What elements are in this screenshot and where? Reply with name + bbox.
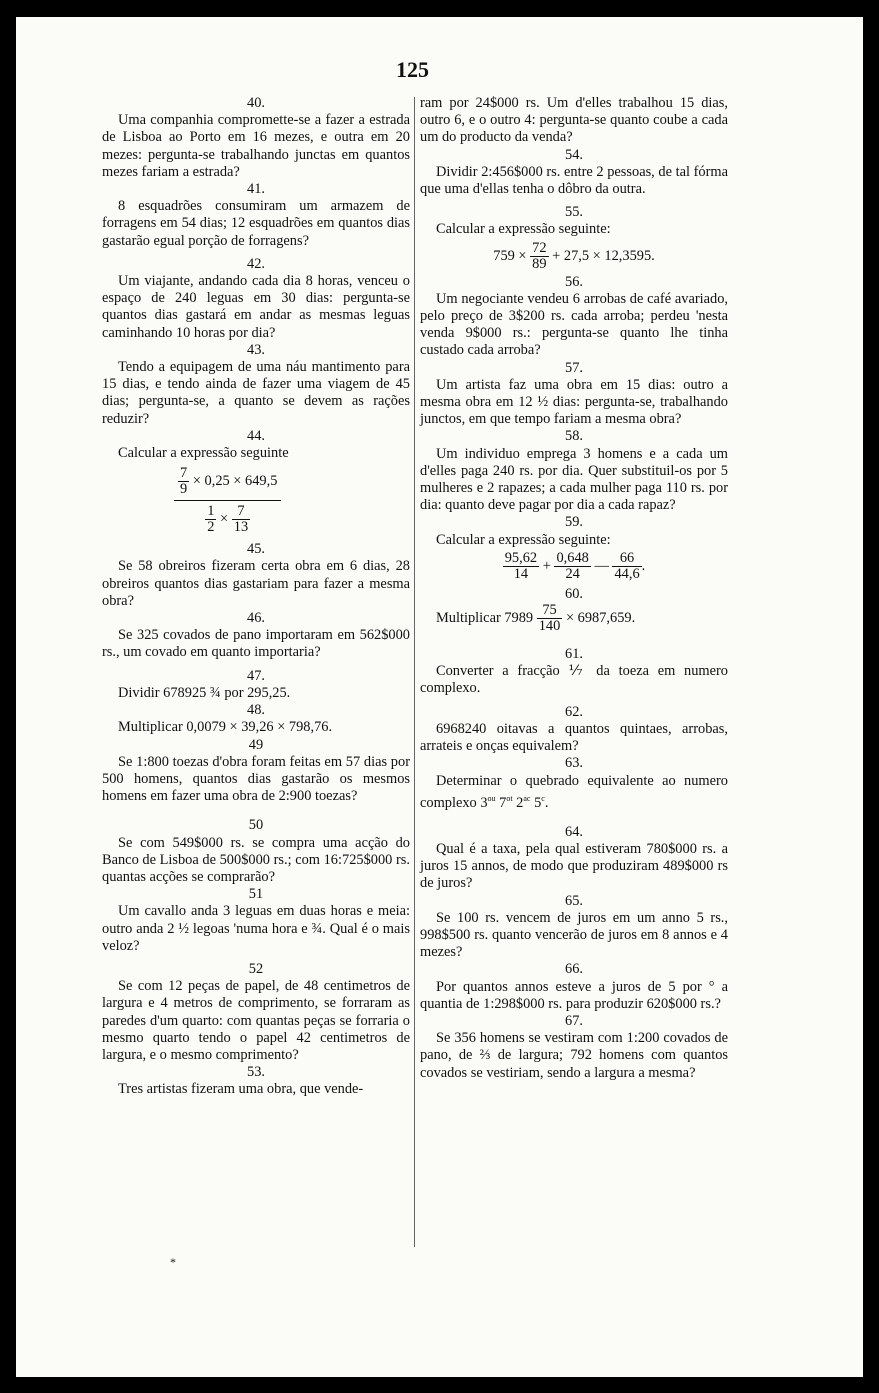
problem-number: 64.: [565, 823, 583, 840]
expression: 759 × $\frac{72}{89}$ + 27,5 × 12,3595.: [493, 239, 655, 272]
problem-text: Um viajante, andando cada dia 8 horas, venceu o espaço de 240 leguas em 30 dias: pergunta-se quantos dias gastará em andar as mesmas leguas caminhando 10 horas por dia?: [102, 273, 410, 341]
problem-text: Um individuo emprega 3 homens e a cada um d'elles paga 240 rs. por dia. Quer substituil-os por 5 mulheres e 2 rapazes; a cada mulher paga 110 rs. por dia: quanto deve pagar por dia a cada rapaz?: [420, 445, 728, 514]
problem-text: Determinar o quebrado equivalente ao numero complexo $3^{ou}$ $7^{ot}$ $2^{ac}$ 5$^c$.: [420, 772, 728, 811]
problem-text: Multiplicar 0,0079 × 39,26 × 798,76.: [118, 719, 333, 736]
problem-number: 55.: [565, 204, 583, 221]
problem-number: 65.: [565, 892, 583, 909]
problem-text: 8 esquadrões consumiram um armazem de forragens em 54 dias; 12 esquadrões em quantos dias gastarão egual porção de forragens?: [102, 198, 410, 249]
problem-text: Calcular a expressão seguinte:: [436, 531, 611, 548]
problem-text: Se 58 obreiros fizeram certa obra em 6 dias, 28 obreiros quantos dias gastariam para fazer a mesma obra?: [102, 558, 410, 609]
problem-text: Se com 12 peças de papel, de 48 centimetros de largura e 4 metros de comprimento, se forraram as paredes d'um quarto: com quantas peças se forraria o mesmo quarto tendo o papel 42 centimetros de largura, e o mesmo comprimento?: [102, 978, 410, 1063]
problem-number: 41.: [247, 181, 265, 198]
problem-number: 48.: [247, 702, 265, 719]
problem-number: 61.: [565, 646, 583, 663]
problem-number: 57.: [565, 359, 583, 376]
problem-text: Converter a fracção ⅐ da toeza em numero complexo.: [420, 663, 728, 697]
problem-number: 49: [248, 736, 264, 753]
problem-text: Um negociante vendeu 6 arrobas de café avariado, pelo preço de 3$200 rs. cada arroba; perdeu 'nesta venda 9$000 rs.: pergunta-se quanto lhe tinha custado cada arroba?: [420, 290, 728, 359]
problem-text: Dividir 678925 ¾ por 295,25.: [118, 684, 291, 701]
problem-number: 54.: [565, 146, 583, 163]
problem-number: 40.: [247, 95, 265, 111]
problem-number: 42.: [247, 255, 265, 272]
problem-text: 6968240 oitavas a quantos quintaes, arrobas, arrateis e onças equivalem?: [420, 720, 728, 755]
problem-number: 51: [248, 886, 264, 903]
problem-text: Calcular a expressão seguinte:: [436, 221, 611, 238]
problem-text: ram por 24$000 rs. Um d'elles trabalhou 15 dias, outro 6, e o outro 4: pergunta-se quanto coube a cada um do producto da venda?: [420, 95, 728, 146]
problem-text: Se 356 homens se vestiram com 1:200 covados de pano, de ⅔ de largura; 792 homens com quantos covados se vestiriam, sendo a largura a mesma?: [420, 1030, 728, 1081]
compound-fraction: [174, 466, 281, 535]
problem-text: Tres artistas fizeram uma obra, que vende-: [118, 1081, 364, 1098]
page-number: 125: [396, 57, 429, 82]
expression: $\frac{95,62}{14}$ + $\frac{0,648}{24}$ — $\frac{66}{44,6}$ .: [504, 549, 646, 582]
fraction-denominator: $\frac{1}{2}$ × $\frac{7}{13}$: [207, 503, 249, 536]
problem-number: 50: [248, 817, 264, 834]
problem-number: 60.: [565, 585, 583, 602]
page: [16, 17, 863, 1377]
right-column: [420, 95, 728, 1082]
fraction-numerator: $\frac{7}{9}$ × 0,25 × 649,5: [174, 466, 281, 501]
problem-text: Tendo a equipagem de uma náu mantimento para 15 dias, e tendo ainda de fazer uma viagem de 45 dias; pergunta-se, a quanto se devem as rações reduzir?: [102, 359, 410, 427]
problem-number: 66.: [565, 961, 583, 978]
problem-number: 45.: [247, 541, 265, 558]
problem-number: 44.: [247, 427, 265, 444]
signature-mark: *: [170, 1255, 176, 1269]
problem-text: Qual é a taxa, pela qual estiveram 780$000 rs. a juros 15 annos, de modo que produziram 489$000 rs de juros?: [420, 840, 728, 892]
problem-number: 58.: [565, 428, 583, 445]
problem-text: Se 1:800 toezas d'obra foram feitas em 57 dias por 500 homens, quantos dias gastarão os mesmos homens em fazer uma obra de 2:900 toezas?: [102, 753, 410, 805]
problem-number: 59.: [565, 514, 583, 531]
problem-text: Se 325 covados de pano importaram em 562$000 rs., um covado em quanto importaria?: [102, 627, 410, 661]
problem-number: 47.: [247, 667, 265, 684]
problem-number: 62.: [565, 703, 583, 720]
problem-text: Por quantos annos esteve a juros de 5 por ° a quantia de 1:298$000 rs. para produzir 620$000 rs.?: [420, 978, 728, 1012]
left-column: [102, 95, 410, 1099]
problem-number: 67.: [565, 1012, 583, 1029]
problem-text: Se com 549$000 rs. se compra uma acção do Banco de Lisboa de 500$000 rs.; com 16:725$000 rs. quantas acções se comprarão?: [102, 834, 410, 885]
problem-number: 63.: [565, 755, 583, 772]
problem-number: 56.: [565, 273, 583, 290]
problem-number: 52: [248, 960, 264, 977]
problem-number: 46.: [247, 610, 265, 627]
problem-text: Se 100 rs. vencem de juros em um anno 5 rs., 998$500 rs. quanto vencerão de juros em 8 annos e 4 mezes?: [420, 909, 728, 961]
page-content: [16, 17, 863, 1377]
problem-text: Um artista faz uma obra em 15 dias: outro a mesma obra em 12 ½ dias: pergunta-se, trabalhando junctos, em que tempo fariam a mesma obra?: [420, 376, 728, 428]
column-divider: [414, 97, 415, 1247]
problem-text: Calcular a expressão seguinte: [118, 445, 289, 462]
expression: Multiplicar 7989 $\frac{75}{140}$ × 6987,659.: [436, 602, 636, 635]
problem-text: Um cavallo anda 3 leguas em duas horas e meia: outro anda 2 ½ legoas 'numa hora e ¾. Qual é o mais veloz?: [102, 903, 410, 954]
problem-number: 43.: [247, 341, 265, 358]
problem-text: Dividir 2:456$000 rs. entre 2 pessoas, de tal fórma que uma d'ellas tenha o dôbro da outra.: [420, 163, 728, 198]
problem-text: Uma companhia compromette-se a fazer a estrada de Lisboa ao Porto em 16 mezes, e outra em 20 mezes: pergunta-se trabalhando junctas em quantos mezes fariam a estrada?: [102, 112, 410, 180]
problem-number: 53.: [247, 1064, 265, 1081]
